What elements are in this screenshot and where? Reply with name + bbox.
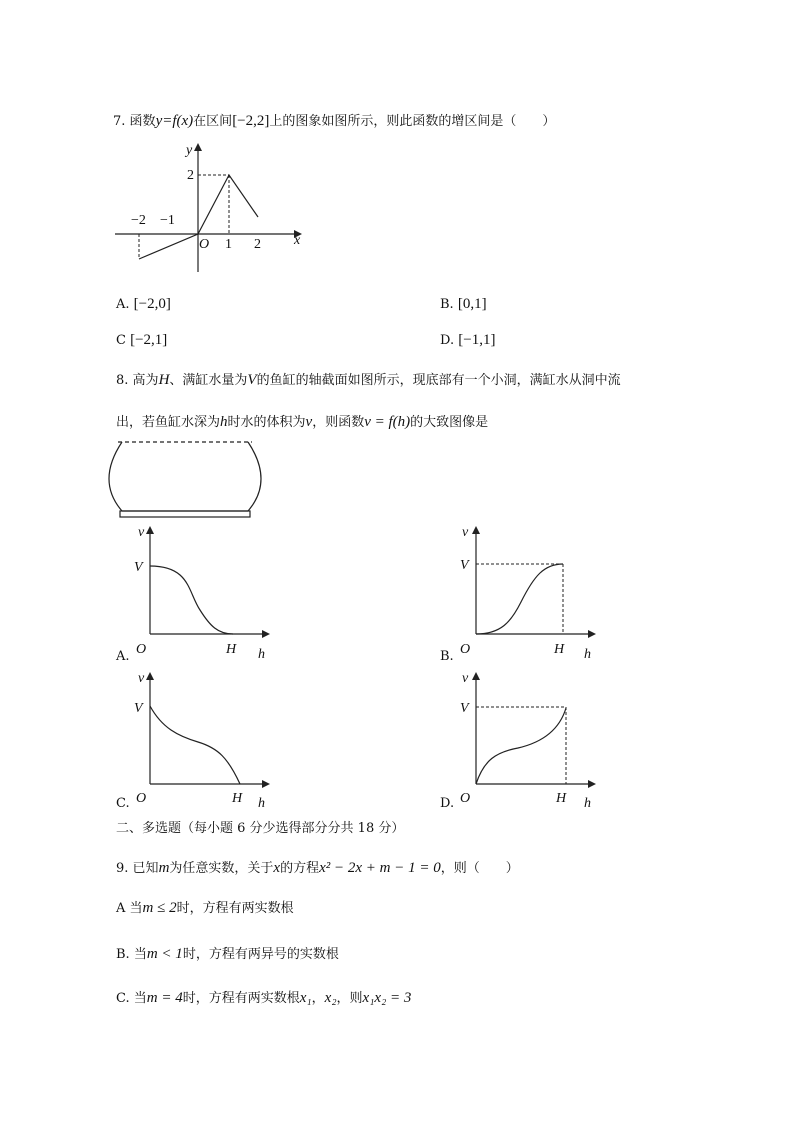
H-label: H bbox=[226, 642, 237, 657]
tick-label: 2 bbox=[187, 168, 194, 183]
stem-text: 时水的体积为 bbox=[227, 415, 306, 430]
option-text: ， bbox=[311, 991, 325, 1006]
stem-text: 上的图象如图所示，则此函数的增区间是（ ） bbox=[269, 114, 556, 129]
h-label: h bbox=[258, 647, 265, 662]
q9-option-b[interactable] bbox=[116, 943, 339, 963]
q9-option-c[interactable] bbox=[116, 987, 411, 1007]
option-letter: A. bbox=[116, 297, 130, 312]
q7-function-graph bbox=[110, 140, 310, 280]
V-label: V bbox=[134, 560, 143, 575]
stem-text: 的大致图像是 bbox=[410, 415, 489, 430]
option-letter: B. bbox=[440, 297, 454, 312]
question-7-stem bbox=[113, 114, 555, 129]
option-letter: B. bbox=[116, 947, 130, 962]
stem-text: 出，若鱼缸水深为 bbox=[116, 415, 221, 430]
q8-graph-a bbox=[128, 522, 278, 662]
math-symbol: m bbox=[158, 860, 170, 876]
curve bbox=[150, 706, 240, 784]
option-letter: C. bbox=[116, 991, 130, 1006]
math-symbol: x₁ bbox=[299, 990, 312, 1006]
q8-option-c[interactable]: C. bbox=[116, 796, 130, 811]
math-symbol: h bbox=[220, 414, 228, 430]
tick-label: 2 bbox=[254, 237, 261, 252]
stem-text: 高为 bbox=[132, 373, 159, 388]
q7-option-a[interactable] bbox=[116, 296, 171, 313]
h-axis-arrow bbox=[262, 630, 270, 638]
q9-option-a[interactable] bbox=[116, 897, 294, 917]
origin-label: O bbox=[199, 237, 210, 252]
question-number: 9. bbox=[116, 861, 129, 876]
q8-option-b[interactable]: B. bbox=[440, 649, 454, 664]
option-text: 时，方程有两异号的实数根 bbox=[182, 947, 339, 962]
option-value: [−2,0] bbox=[133, 296, 171, 312]
H-label: H bbox=[554, 642, 565, 657]
option-value: [−2,1] bbox=[130, 332, 168, 348]
q7-option-c[interactable] bbox=[116, 332, 167, 349]
question-8-stem-line2 bbox=[116, 415, 488, 430]
option-condition: m = 4 bbox=[146, 990, 183, 1006]
question-number: 7. bbox=[113, 114, 126, 129]
V-label: V bbox=[460, 558, 469, 573]
option-letter: A bbox=[116, 901, 126, 916]
option-result: x₁x₂ = 3 bbox=[362, 990, 412, 1006]
tank-base bbox=[120, 511, 250, 517]
v-label: v bbox=[462, 525, 469, 540]
interval-expression: [−2,2] bbox=[232, 113, 270, 129]
question-9-stem bbox=[116, 861, 519, 876]
option-text: 当 bbox=[133, 947, 147, 962]
option-condition: m ≤ 2 bbox=[142, 900, 177, 916]
option-text: 当 bbox=[129, 901, 143, 916]
tick-label: −1 bbox=[160, 213, 175, 228]
x-axis-label: x bbox=[294, 233, 301, 248]
math-symbol: H bbox=[158, 372, 170, 388]
y-axis-arrow bbox=[194, 143, 202, 151]
option-value: [0,1] bbox=[457, 296, 487, 312]
V-label: V bbox=[460, 701, 469, 716]
h-axis-arrow bbox=[588, 780, 596, 788]
origin-label: O bbox=[136, 642, 147, 657]
h-label: h bbox=[584, 647, 591, 662]
V-label: V bbox=[134, 701, 143, 716]
q8-graph-c bbox=[128, 668, 278, 811]
q7-option-d[interactable] bbox=[440, 332, 495, 349]
math-symbol: v bbox=[305, 414, 313, 430]
q8-graph-d bbox=[456, 668, 606, 811]
function-expression: v = f(h) bbox=[364, 414, 411, 430]
stem-text: 已知 bbox=[132, 861, 159, 876]
h-axis-arrow bbox=[588, 630, 596, 638]
option-text: 时，方程有两实数根 bbox=[182, 991, 300, 1006]
section-title: 二、多选题（每小题 6 分少选得部分分共 18 分） bbox=[116, 821, 405, 836]
question-number: 8. bbox=[116, 373, 129, 388]
q8-option-d[interactable]: D. bbox=[440, 796, 455, 811]
tank-right-wall bbox=[248, 442, 261, 511]
function-expression: y=f(x) bbox=[155, 113, 194, 129]
q8-option-a[interactable]: A. bbox=[116, 649, 130, 664]
H-label: H bbox=[556, 791, 567, 806]
h-axis-arrow bbox=[262, 780, 270, 788]
option-letter: C bbox=[116, 333, 126, 348]
equation: x² − 2x + m − 1 = 0 bbox=[319, 860, 441, 876]
v-axis-arrow bbox=[146, 672, 154, 680]
stem-text: 的鱼缸的轴截面如图所示，现底部有一个小洞，满缸水从洞中流 bbox=[256, 373, 621, 388]
math-symbol: V bbox=[247, 372, 257, 388]
fish-tank-diagram bbox=[110, 436, 260, 522]
y-axis-label: y bbox=[186, 143, 193, 158]
v-axis-arrow bbox=[472, 526, 480, 534]
h-label: h bbox=[584, 796, 591, 811]
q7-option-b[interactable] bbox=[440, 296, 487, 313]
tick-label: −2 bbox=[131, 213, 146, 228]
option-condition: m < 1 bbox=[146, 946, 183, 962]
origin-label: O bbox=[136, 791, 147, 806]
v-axis-arrow bbox=[146, 526, 154, 534]
v-label: v bbox=[462, 671, 469, 686]
v-axis-arrow bbox=[472, 672, 480, 680]
H-label: H bbox=[232, 791, 243, 806]
tick-label: 1 bbox=[225, 237, 232, 252]
option-text: 当 bbox=[133, 991, 147, 1006]
curve bbox=[476, 564, 563, 634]
stem-text: ，则函数 bbox=[312, 415, 365, 430]
curve bbox=[476, 708, 566, 784]
h-label: h bbox=[258, 796, 265, 811]
v-label: v bbox=[138, 525, 145, 540]
option-text: ，则 bbox=[336, 991, 363, 1006]
option-text: 时，方程有两实数根 bbox=[176, 901, 294, 916]
origin-label: O bbox=[460, 642, 471, 657]
math-symbol: x bbox=[273, 860, 281, 876]
origin-label: O bbox=[460, 791, 471, 806]
v-label: v bbox=[138, 671, 145, 686]
curve bbox=[150, 566, 233, 634]
question-8-stem-line1 bbox=[116, 373, 621, 388]
math-symbol: x₂ bbox=[324, 990, 337, 1006]
stem-text: 在区间 bbox=[193, 114, 233, 129]
stem-text: 的方程 bbox=[280, 861, 320, 876]
stem-text: 为任意实数，关于 bbox=[169, 861, 274, 876]
option-value: [−1,1] bbox=[458, 332, 496, 348]
q8-graph-b bbox=[456, 522, 606, 662]
stem-text: ，则（ ） bbox=[440, 861, 519, 876]
tank-left-wall bbox=[109, 442, 122, 511]
stem-text: 、满缸水量为 bbox=[169, 373, 248, 388]
stem-text: 函数 bbox=[129, 114, 156, 129]
option-letter: D. bbox=[440, 333, 455, 348]
